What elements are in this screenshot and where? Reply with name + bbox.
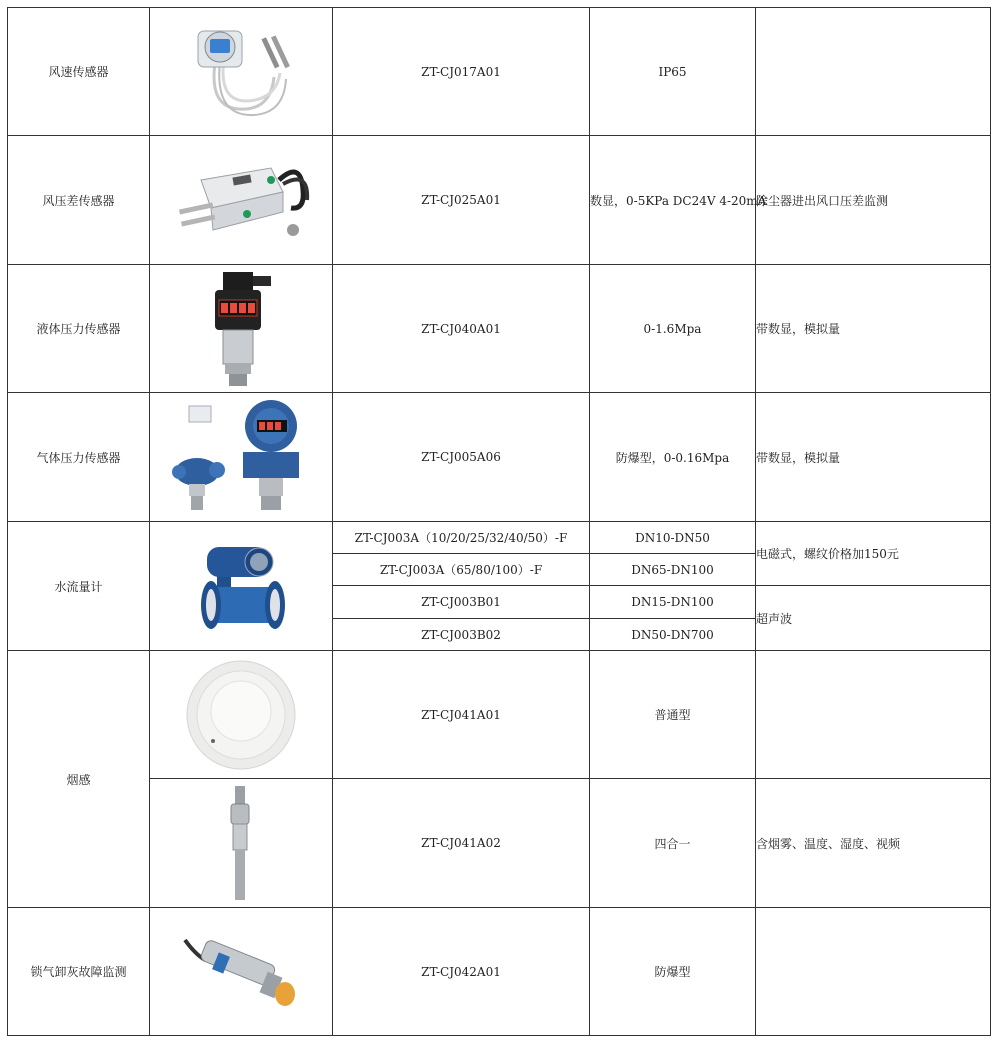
smoke-detector-image (183, 657, 299, 773)
note-cell: 电磁式，螺纹价格加150元 (756, 522, 991, 586)
model-cell: ZT-CJ003B02 (333, 619, 590, 651)
spec-cell: 防爆型，0-0.16Mpa (590, 393, 756, 522)
model-cell: ZT-CJ017A01 (333, 8, 590, 136)
note-cell (756, 908, 991, 1036)
table-row (8, 908, 991, 1036)
gas-pressure-sensor-image (161, 398, 321, 516)
spec-cell: 防爆型 (590, 908, 756, 1036)
note-cell: 超声波 (756, 586, 991, 651)
product-name: 气体压力传感器 (8, 393, 150, 522)
table-row (8, 136, 991, 265)
spec-cell: DN15-DN100 (590, 586, 756, 619)
note-cell (756, 651, 991, 779)
product-name: 液体压力传感器 (8, 265, 150, 393)
model-cell: ZT-CJ025A01 (333, 136, 590, 265)
model-cell: ZT-CJ003A（10/20/25/32/40/50）-F (333, 522, 590, 554)
spec-cell: DN10-DN50 (590, 522, 756, 554)
product-image-cell (150, 908, 333, 1036)
spec-cell: 数显，0-5KPa DC24V 4-20mA (590, 136, 756, 265)
product-image-cell (150, 8, 333, 136)
note-cell: 除尘器进出风口压差监测 (756, 136, 991, 265)
spec-cell: DN50-DN700 (590, 619, 756, 651)
model-cell: ZT-CJ041A01 (333, 651, 590, 779)
note-cell: 含烟雾、温度、湿度、视频 (756, 779, 991, 908)
product-name: 烟感 (8, 651, 150, 908)
product-name: 锁气卸灰故障监测 (8, 908, 150, 1036)
model-cell: ZT-CJ042A01 (333, 908, 590, 1036)
spec-cell: 四合一 (590, 779, 756, 908)
product-image-cell (150, 265, 333, 393)
differential-pressure-sensor-image (171, 150, 311, 250)
model-cell: ZT-CJ041A02 (333, 779, 590, 908)
note-cell: 带数显，模拟量 (756, 393, 991, 522)
water-flowmeter-image (181, 531, 301, 641)
model-cell: ZT-CJ005A06 (333, 393, 590, 522)
table-row (8, 8, 991, 136)
product-image-cell (150, 136, 333, 265)
model-cell: ZT-CJ040A01 (333, 265, 590, 393)
product-name: 风压差传感器 (8, 136, 150, 265)
table-row (8, 651, 991, 779)
wind-speed-sensor-image (176, 17, 306, 127)
table-row (8, 393, 991, 522)
spec-cell: 普通型 (590, 651, 756, 779)
product-image-cell (150, 779, 333, 908)
note-cell (756, 8, 991, 136)
proximity-sensor-image (181, 932, 301, 1012)
product-name: 风速传感器 (8, 8, 150, 136)
note-cell: 带数显，模拟量 (756, 265, 991, 393)
product-image-cell (150, 522, 333, 651)
spec-cell: DN65-DN100 (590, 554, 756, 586)
four-in-one-probe-image (221, 784, 261, 902)
product-table (7, 7, 991, 1036)
product-image-cell (150, 651, 333, 779)
model-cell: ZT-CJ003B01 (333, 586, 590, 619)
model-cell: ZT-CJ003A（65/80/100）-F (333, 554, 590, 586)
liquid-pressure-sensor-image (201, 270, 281, 388)
spec-cell: 0-1.6Mpa (590, 265, 756, 393)
spec-cell: IP65 (590, 8, 756, 136)
product-name: 水流量计 (8, 522, 150, 651)
table-row (8, 522, 991, 554)
product-image-cell (150, 393, 333, 522)
table-row (8, 265, 991, 393)
table-row (8, 779, 991, 908)
